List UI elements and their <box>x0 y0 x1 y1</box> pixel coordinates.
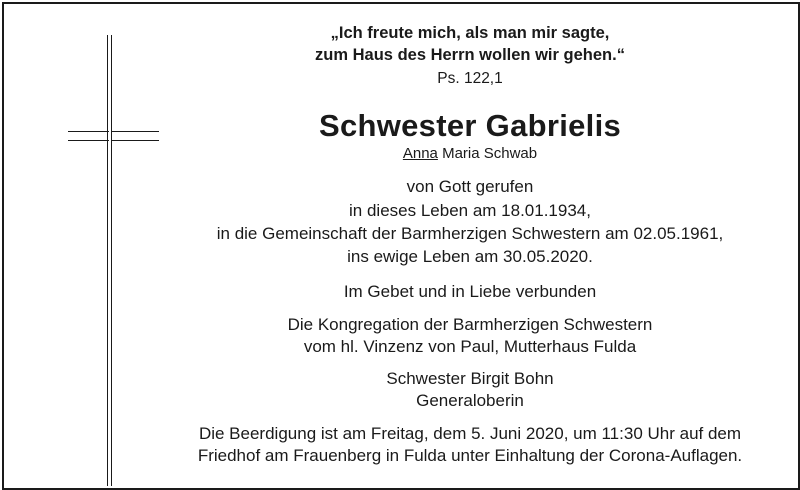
deceased-birth-name <box>140 145 800 163</box>
congregation-line-1: Die Kongregation der Barmherzigen Schwestern <box>287 315 653 334</box>
congregation-line-2: vom hl. Vinzenz von Paul, Mutterhaus Fulda <box>303 337 637 356</box>
deceased-title-name: Schwester Gabrielis <box>318 108 622 143</box>
life-line-1: von Gott gerufen <box>406 177 534 196</box>
cross-vertical-beam <box>107 35 112 486</box>
first-name: Anna <box>402 145 438 162</box>
superior-role: Generaloberin <box>416 391 524 410</box>
quote-reference: Ps. 122,1 <box>437 70 503 87</box>
rest-name: Maria Schwab <box>437 145 538 162</box>
life-line-3: in die Gemeinschaft der Barmherzigen Schwestern am 02.05.1961, <box>216 224 724 243</box>
cross-beam-mask <box>109 129 111 143</box>
funeral-line-1: Die Beerdigung ist am Freitag, dem 5. Juni 2020, um 11:30 Uhr auf dem <box>198 424 742 443</box>
superior-name: Schwester Birgit Bohn <box>386 369 554 388</box>
life-line-2: in dieses Leben am 18.01.1934, <box>349 201 591 220</box>
quote-line-2: zum Haus des Herrn wollen wir gehen.“ <box>315 46 625 64</box>
life-line-4: ins ewige Leben am 30.05.2020. <box>347 247 593 266</box>
quote-line-1: „Ich freute mich, als man mir sagte, <box>330 24 610 42</box>
prayer-line: Im Gebet und in Liebe verbunden <box>343 282 597 301</box>
funeral-line-2: Friedhof am Frauenberg in Fulda unter Einhaltung der Corona-Auflagen. <box>197 446 743 465</box>
